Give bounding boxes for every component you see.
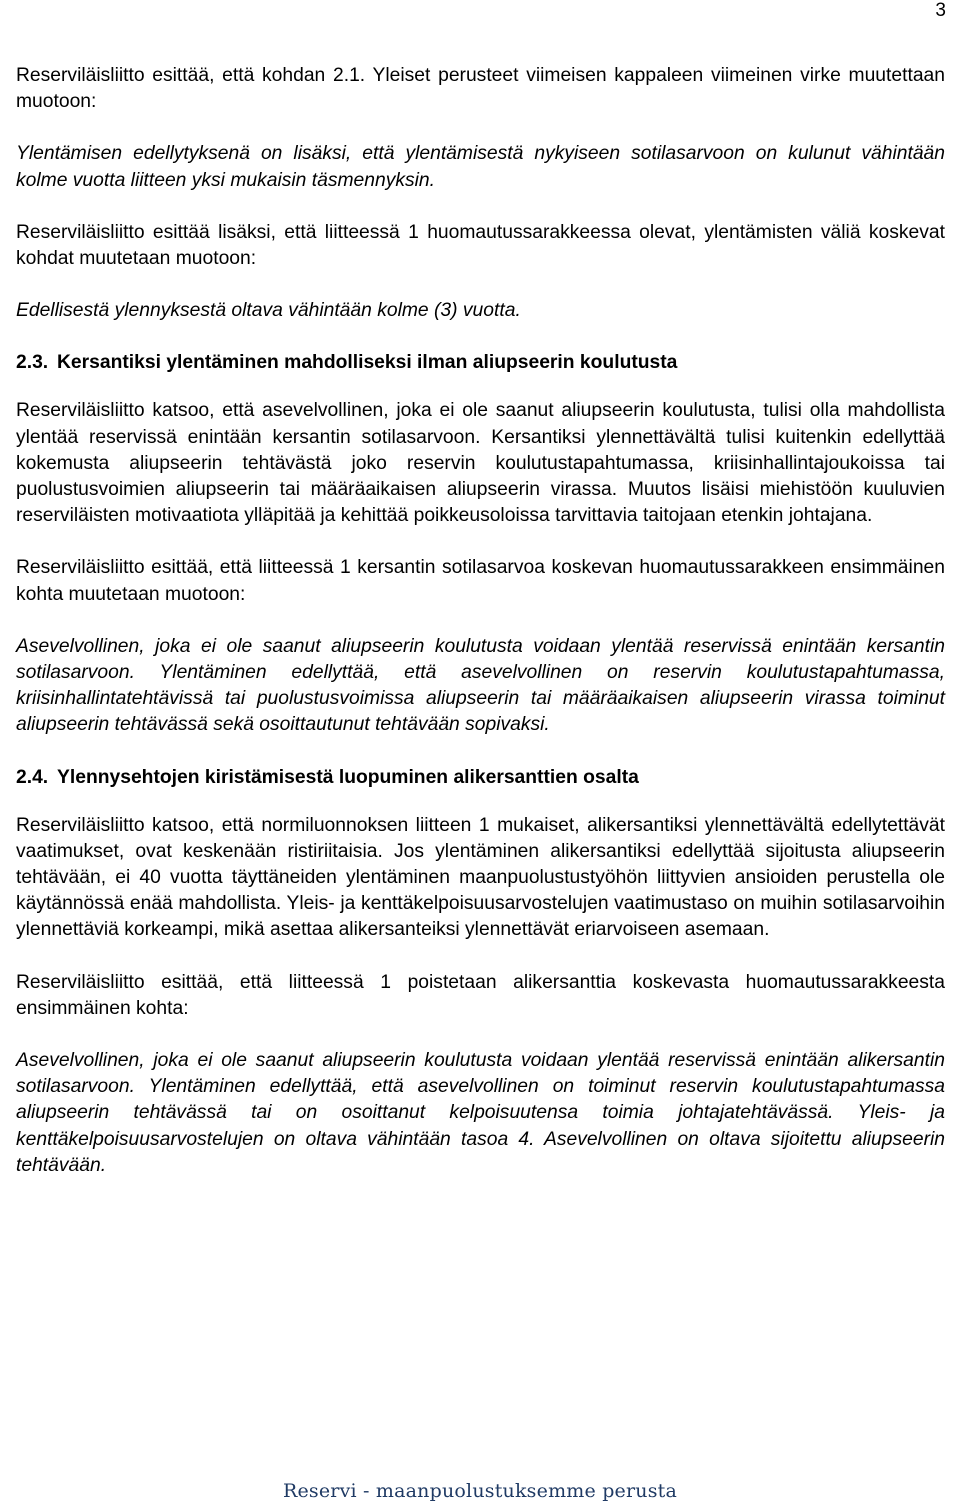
page-footer: Reservi - maanpuolustuksemme perusta <box>282 1480 678 1502</box>
quoted-text-annex-1: Edellisestä ylennyksestä oltava vähintään kolme (3) vuotta. <box>16 300 521 322</box>
section-heading-2-4 <box>16 765 945 791</box>
section-title: Ylennysehtojen kiristämisestä luopuminen alikersanttien osalta <box>57 766 639 788</box>
quoted-text-2-4: Asevelvollinen, joka ei ole saanut aliupseerin koulutusta voidaan ylentää reservissä enintään alikersantin sotilasarvoon. Ylentäminen edellyttää, että asevelvollinen on toiminut reservin koulutustapahtumassa aliupseerin tehtävässä tai on osoittanut kelpoisuutensa toimia johtajatehtävässä. Yleis- ja kenttäkelpoisuusarvostelujen on oltava vähintään tasoa 4. Asevelvollinen on oltava sijoitettu aliupseerin tehtävään. <box>16 1050 945 1176</box>
paragraph-2-4-proposal: Reserviläisliitto esittää, että liitteessä 1 poistetaan alikersanttia koskevasta huomautussarakkeesta ensimmäinen kohta: <box>16 971 945 1019</box>
paragraph-2-4-reasoning: Reserviläisliitto katsoo, että normiluonnoksen liitteen 1 mukaiset, alikersantiksi ylennettävältä edellytettävät vaatimukset, ovat keskenään ristiriitaisia. Jos ylentäminen alikersantiksi edellyttää sijoitusta aliupseerin tehtävään, ei 40 vuotta täyttäneiden ylentäminen maanpuolustustyöhön liittyvien ansioiden perustella ole käytännössä enää mahdollista. Yleis- ja kenttäkelpoisuusarvostelujen vaatimustaso on muihin sotilasarvoihin ylennettäviä korkeampi, mikä asettaa alikersanteiksi ylennettävät eriarvoiseen asemaan. <box>16 814 945 941</box>
section-number: 2.3. <box>16 352 49 374</box>
section-heading-2-3 <box>16 350 945 376</box>
document-body <box>16 63 945 1205</box>
section-title: Kersantiksi ylentäminen mahdolliseksi ilman aliupseerin koulutusta <box>57 352 678 374</box>
quoted-text-2-3: Asevelvollinen, joka ei ole saanut aliupseerin koulutusta voidaan ylentää reservissä enintään kersantin sotilasarvoon. Ylentäminen edellyttää, että asevelvollinen on reservin koulutustapahtumassa, kriisinhallintatehtävissä tai puolustusvoimissa aliupseerin tai määräaikaisen aliupseerin virassa toiminut aliupseerin tehtävässä sekä osoittautunut tehtävään sopivaksi. <box>16 635 945 736</box>
paragraph-2-3-reasoning: Reserviläisliitto katsoo, että asevelvollinen, joka ei ole saanut aliupseerin koulutusta, tulisi olla mahdollista ylentää reservissä enintään kersantin sotilasarvoon. Kersantiksi ylennettävältä tulisi kuitenkin edellyttää kokemusta aliupseerin tehtävästä joko reservin koulutustapahtumassa, kriisinhallintajoukoissa tai puolustusvoimien aliupseerin tai määräaikaisen aliupseerin virassa. Muutos lisäisi miehistöön kuuluvien reserviläisten motivaatiota ylläpitää ja kehittää poikkeusoloissa tarvittavia taitojaan etenkin johtajana. <box>16 400 945 527</box>
quoted-text-2-1: Ylentämisen edellytyksenä on lisäksi, että ylentämisestä nykyiseen sotilasarvoon on kulunut vähintään kolme vuotta liitteen yksi mukaisin täsmennyksin. <box>16 143 945 191</box>
paragraph-2-3-proposal: Reserviläisliitto esittää, että liitteessä 1 kersantin sotilasarvoa koskevan huomautussarakkeen ensimmäinen kohta muutetaan muotoon: <box>16 557 945 605</box>
page-number: 3 <box>935 0 946 21</box>
paragraph-proposal-annex-1: Reserviläisliitto esittää lisäksi, että liitteessä 1 huomautussarakkeessa olevat, ylentämisten väliä koskevat kohdat muutetaan muotoon: <box>16 221 945 270</box>
paragraph-proposal-2-1: Reserviläisliitto esittää, että kohdan 2.1. Yleiset perusteet viimeisen kappaleen viimeinen virke muutettaan muotoon: <box>16 65 945 113</box>
section-number: 2.4. <box>16 766 49 788</box>
